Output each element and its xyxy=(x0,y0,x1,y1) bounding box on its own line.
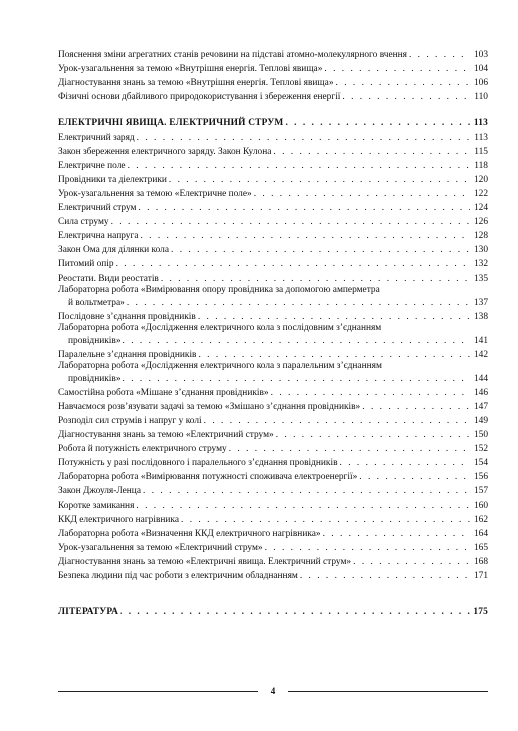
footer-rule-right xyxy=(288,691,488,692)
toc-entry xyxy=(58,128,488,142)
toc-entry-page: 113 xyxy=(474,132,488,143)
toc-leader-dots xyxy=(111,217,470,227)
toc-entry-page: 104 xyxy=(473,64,488,75)
toc-leader-dots xyxy=(171,245,470,255)
toc-entry xyxy=(58,88,488,102)
toc-leader-dots xyxy=(324,64,470,74)
toc-entry xyxy=(58,525,488,539)
toc-entry-page: 115 xyxy=(474,146,488,157)
toc-leader-dots xyxy=(120,607,470,617)
toc-leader-dots xyxy=(123,374,470,384)
footer-rule-left xyxy=(58,691,258,692)
toc-entry-page: 160 xyxy=(473,500,488,511)
toc-entry xyxy=(58,241,488,255)
toc-leader-dots xyxy=(285,118,470,128)
toc-leader-dots xyxy=(342,92,470,102)
section-heading-page: 175 xyxy=(473,607,488,618)
toc-entry-page: 168 xyxy=(473,556,488,567)
table-of-contents xyxy=(58,46,488,617)
toc-leader-dots xyxy=(161,274,470,284)
toc-entry-title: Лабораторна робота «Вимірювання опору провідника за допомогою амперметра xyxy=(58,284,380,295)
toc-entry xyxy=(58,511,488,525)
toc-entry-continuation-line xyxy=(58,372,488,384)
toc-leader-dots xyxy=(409,50,470,60)
toc-entry-page: 147 xyxy=(473,401,488,412)
toc-entry-page: 124 xyxy=(473,203,488,214)
section-heading xyxy=(58,114,488,128)
toc-entry-title: Розподіл сил струмів і напруг у колі xyxy=(58,415,202,426)
toc-leader-dots xyxy=(138,203,470,213)
toc-entry-title: Провідники та діелектрики xyxy=(58,174,167,185)
toc-leader-dots xyxy=(204,416,470,426)
toc-entry-page: 137 xyxy=(473,297,488,308)
toc-entry-title-continued: провідників» xyxy=(68,373,121,384)
section-heading xyxy=(58,603,488,617)
toc-entry-page: 138 xyxy=(473,311,488,322)
toc-entry xyxy=(58,482,488,496)
toc-entry-title: Лабораторна робота «Дослідження електричного кола з послідовним з’єднанням xyxy=(58,322,382,333)
toc-entry xyxy=(58,384,488,398)
toc-leader-dots xyxy=(143,486,470,496)
toc-leader-dots xyxy=(198,350,470,360)
page-number: 4 xyxy=(270,686,276,696)
toc-entry-page: 156 xyxy=(473,472,488,483)
toc-entry-title: Потужність у разі послідовного і паралельного з’єднання провідників xyxy=(58,458,338,469)
toc-entry xyxy=(58,426,488,440)
toc-entry-page: 144 xyxy=(473,373,488,384)
toc-entry-title: Реостати. Види реостатів xyxy=(58,273,159,284)
section-gap xyxy=(58,102,488,114)
toc-entry xyxy=(58,60,488,74)
toc-entry-title-continued: й вольтметра» xyxy=(68,297,125,308)
toc-entry xyxy=(58,440,488,454)
section-heading-page: 113 xyxy=(473,118,488,129)
toc-entry xyxy=(58,269,488,283)
toc-entry xyxy=(58,308,488,322)
section-gap xyxy=(58,581,488,603)
toc-entry-page: 165 xyxy=(473,542,488,553)
toc-leader-dots xyxy=(128,161,470,171)
toc-leader-dots xyxy=(273,147,470,157)
toc-entry-title: Лабораторна робота «Визначення ККД електричного нагрівника» xyxy=(58,528,321,539)
toc-entry-page: 132 xyxy=(473,259,488,270)
toc-entry xyxy=(58,398,488,412)
toc-entry-title: Закон Джоуля-Ленца xyxy=(58,486,141,497)
toc-entry-title: Пояснення зміни агрегатних станів речовини на підставі атомно-молекулярного вчення xyxy=(58,50,407,61)
page-footer xyxy=(58,686,488,698)
toc-entry-page: 122 xyxy=(473,188,488,199)
toc-entry xyxy=(58,213,488,227)
toc-entry xyxy=(58,454,488,468)
toc-entry-title: Закон Ома для ділянки кола xyxy=(58,245,170,256)
toc-entry xyxy=(58,74,488,88)
toc-entry-continuation-line xyxy=(58,296,488,308)
toc-entry-title: Електрична напруга xyxy=(58,231,139,242)
toc-entry xyxy=(58,284,488,308)
toc-entry-page: 162 xyxy=(473,514,488,525)
toc-entry-page: 135 xyxy=(473,273,488,284)
toc-entry-title: ККД електричного нагрівника xyxy=(58,514,180,525)
toc-entry-page: 130 xyxy=(473,245,488,256)
toc-entry xyxy=(58,322,488,346)
toc-entry xyxy=(58,157,488,171)
toc-leader-dots xyxy=(265,543,470,553)
toc-leader-dots xyxy=(123,336,470,346)
toc-leader-dots xyxy=(116,259,470,269)
toc-entry-title: Урок-узагальнення за темою «Електричне поле» xyxy=(58,188,252,199)
toc-entry-title: Безпека людини під час роботи з електричним обладнанням xyxy=(58,571,298,581)
toc-entry xyxy=(58,227,488,241)
section-heading-title: ЕЛЕКТРИЧНІ ЯВИЩА. ЕЛЕКТРИЧНИЙ СТРУМ xyxy=(58,118,284,129)
toc-entry-continuation-line xyxy=(58,334,488,346)
toc-entry-page: 120 xyxy=(473,174,488,185)
toc-leader-dots xyxy=(136,501,470,511)
toc-entry xyxy=(58,199,488,213)
toc-entry-page: 110 xyxy=(474,92,488,103)
toc-entry-page: 150 xyxy=(473,430,488,441)
toc-entry-title: Питомий опір xyxy=(58,259,114,270)
toc-entry-page: 118 xyxy=(474,160,488,171)
toc-entry-title: Послідовне з’єднання провідників xyxy=(58,311,196,322)
toc-entry-page: 141 xyxy=(473,335,488,346)
toc-leader-dots xyxy=(169,175,470,185)
toc-entry-title: Урок-узагальнення за темою «Внутрішня енергія. Теплові явища» xyxy=(58,64,323,75)
toc-entry xyxy=(58,496,488,510)
toc-entry-title: Сила струму xyxy=(58,217,109,228)
toc-entry xyxy=(58,468,488,482)
toc-entry xyxy=(58,360,488,384)
toc-entry-page: 149 xyxy=(473,415,488,426)
toc-leader-dots xyxy=(353,557,470,567)
toc-entry-title: Електричний заряд xyxy=(58,132,135,143)
toc-entry-title: Паралельне з’єднання провідників xyxy=(58,349,197,360)
toc-entry-title: Самостійна робота «Мішане з’єднання провідників» xyxy=(58,387,269,398)
toc-leader-dots xyxy=(198,312,470,322)
toc-entry-title: Діагностування знань за темою «Електричні явища. Електричний струм» xyxy=(58,556,352,567)
toc-entry xyxy=(58,46,488,60)
toc-entry-title: Навчаємося розв’язувати задачі за темою «Змішано з’єднання провідників» xyxy=(58,401,361,412)
section-heading-title: ЛІТЕРАТУРА xyxy=(58,607,119,618)
toc-leader-dots xyxy=(276,430,470,440)
toc-entry-title: Робота й потужність електричного струму xyxy=(58,444,227,455)
toc-entry-page: 171 xyxy=(473,571,488,581)
toc-entry-page: 154 xyxy=(473,458,488,469)
toc-leader-dots xyxy=(140,231,470,241)
toc-leader-dots xyxy=(229,444,470,454)
toc-entry xyxy=(58,553,488,567)
toc-entry-page: 128 xyxy=(473,231,488,242)
toc-leader-dots xyxy=(137,133,470,143)
toc-entry-page: 157 xyxy=(473,486,488,497)
toc-leader-dots xyxy=(127,298,470,308)
toc-entry-title: Коротке замикання xyxy=(58,500,135,511)
toc-leader-dots xyxy=(271,388,470,398)
toc-entry xyxy=(58,412,488,426)
toc-entry-title: Діагностування знань за темою «Внутрішня енергія. Теплові явища» xyxy=(58,78,334,89)
toc-entry-title: Урок-узагальнення за темою «Електричний струм» xyxy=(58,542,263,553)
toc-entry-page: 126 xyxy=(473,217,488,228)
toc-entry-page: 164 xyxy=(473,528,488,539)
toc-entry xyxy=(58,539,488,553)
toc-entry xyxy=(58,255,488,269)
toc-entry-page: 103 xyxy=(473,50,488,61)
toc-entry-title: Діагностування знань за темою «Електричний струм» xyxy=(58,430,274,441)
toc-entry-title-continued: провідників» xyxy=(68,335,121,346)
toc-leader-dots xyxy=(300,571,470,581)
toc-entry-title: Лабораторна робота «Дослідження електричного кола з паралельним з’єднанням xyxy=(58,360,382,371)
toc-leader-dots xyxy=(340,458,471,468)
toc-entry xyxy=(58,171,488,185)
toc-entry-page: 152 xyxy=(473,444,488,455)
toc-leader-dots xyxy=(323,529,470,539)
toc-leader-dots xyxy=(254,189,470,199)
toc-entry-page: 146 xyxy=(473,387,488,398)
toc-entry-title: Фізичні основи дбайливого природокористування і збереження енергії xyxy=(58,92,341,103)
toc-entry xyxy=(58,185,488,199)
toc-entry-title: Електричний струм xyxy=(58,203,137,214)
toc-entry-title: Лабораторна робота «Вимірювання потужності споживача електроенергії» xyxy=(58,472,358,483)
toc-entry-title: Електричне поле xyxy=(58,160,126,171)
toc-entry-page: 106 xyxy=(473,78,488,89)
toc-leader-dots xyxy=(336,78,470,88)
toc-leader-dots xyxy=(181,515,470,525)
toc-leader-dots xyxy=(362,402,470,412)
toc-entry-page: 142 xyxy=(473,349,488,360)
toc-entry xyxy=(58,346,488,360)
toc-entry xyxy=(58,567,488,581)
toc-entry xyxy=(58,143,488,157)
toc-entry-title: Закон збереження електричного заряду. Закон Кулона xyxy=(58,146,272,157)
toc-leader-dots xyxy=(359,472,470,482)
